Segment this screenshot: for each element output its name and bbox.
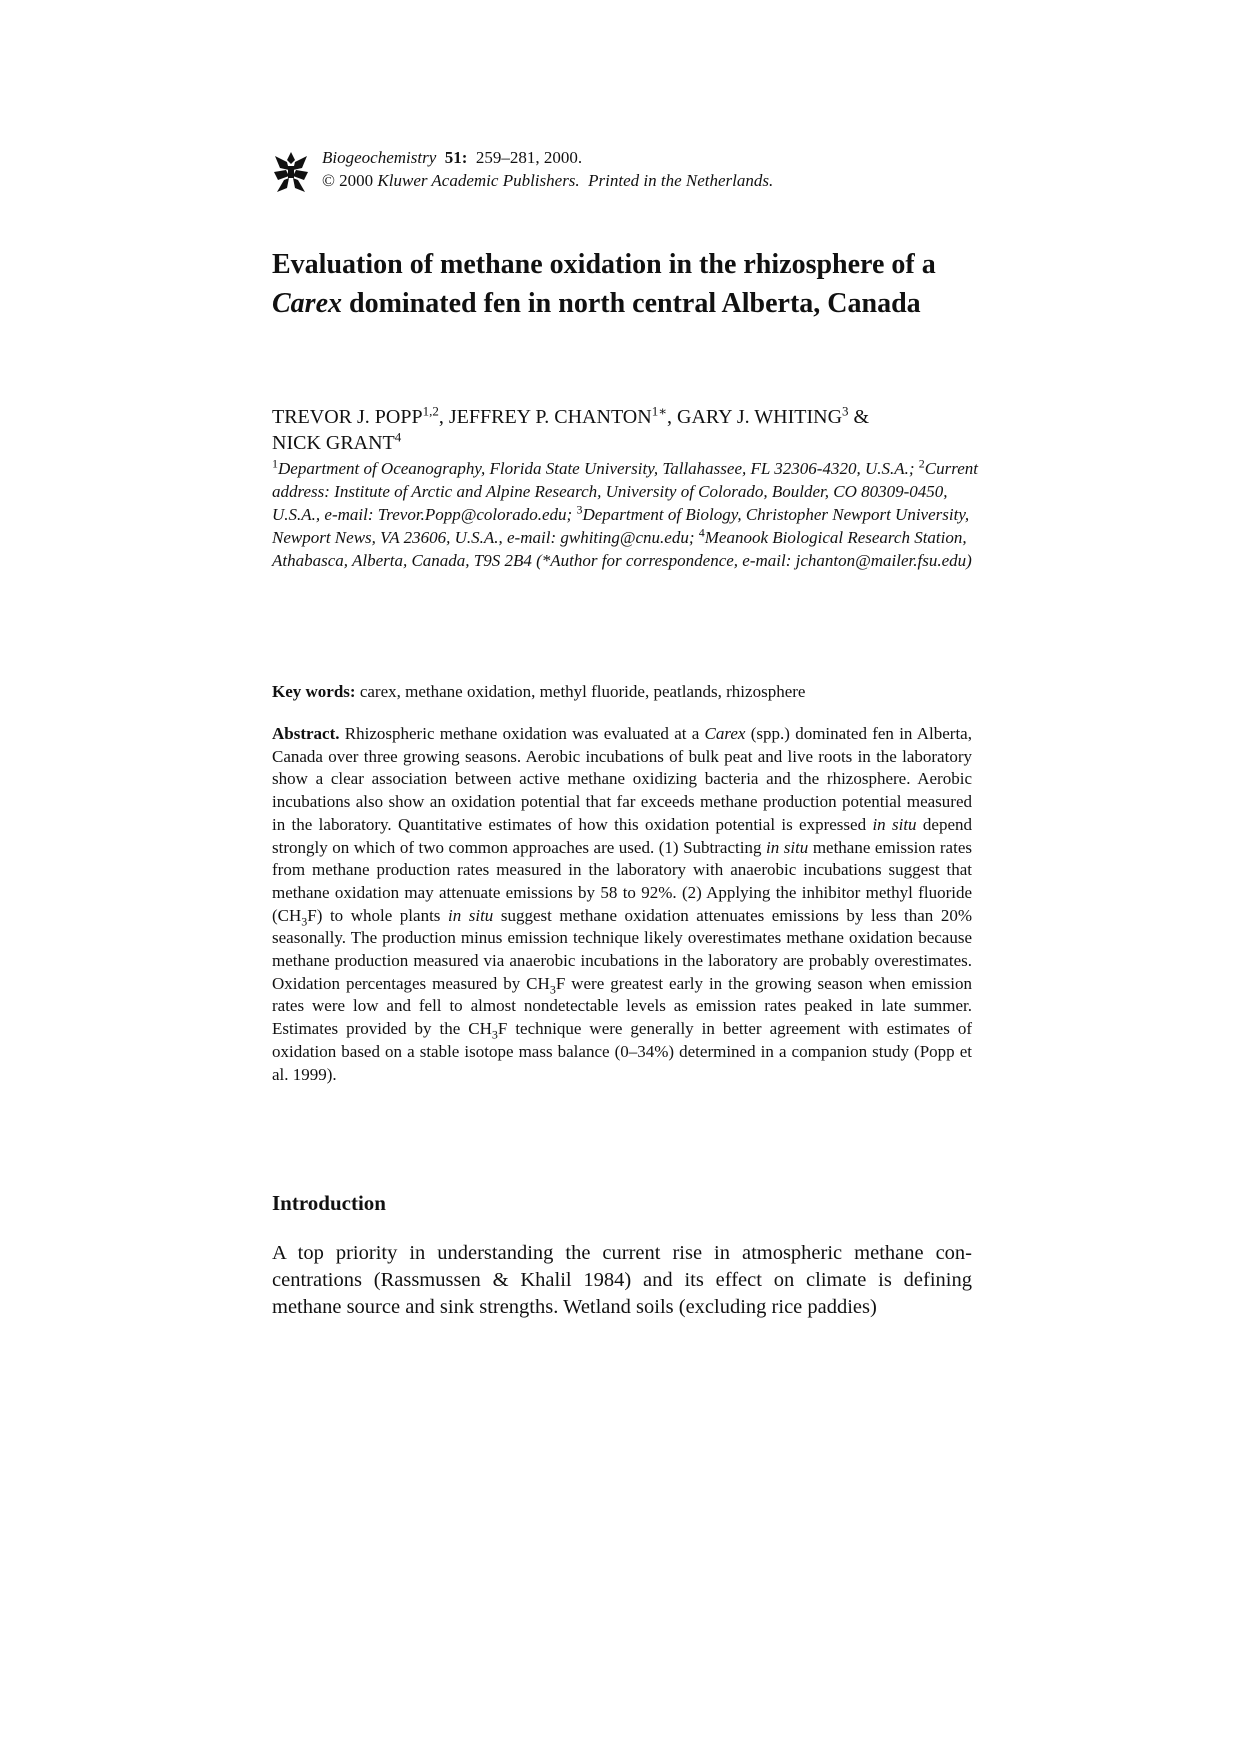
- journal-citation: [322, 146, 773, 169]
- journal-name: Biogeochemistry: [322, 148, 437, 167]
- introduction-paragraph: A top priority in understanding the current rise in atmospheric methane concentrations (Rassmussen & Khalil 1984) and its effect on climate is defining methane source and sink strengths. Wetland soils (excluding rice paddies): [272, 1242, 972, 1318]
- paper-title: Evaluation of methane oxidation in the rhizosphere of a Carex dominated fen in north central Alberta, Canada: [272, 249, 936, 319]
- author-affiliation-marker: 3: [842, 403, 849, 419]
- author-affiliation-marker: 1∗: [651, 403, 668, 419]
- journal-pages: 259–281, 2000.: [475, 148, 583, 167]
- journal-volume: 51:: [444, 148, 468, 167]
- author-list: TREVOR J. POPP$^{1,2}$, JEFFREY P. $CHANTON^{1∗}$, GARY J. WHITING$^3$ & NICK GRANT$^4$: [272, 403, 870, 454]
- keywords-label: Key words:: [272, 682, 356, 701]
- publisher-name: Kluwer Academic Publishers.: [377, 171, 580, 190]
- title-genus: Carex: [272, 288, 342, 319]
- author-name: GARY J. WHITING: [677, 406, 843, 428]
- author-affiliation-marker: 4: [394, 429, 402, 445]
- printed-note: Printed in the Netherlands.: [588, 171, 774, 190]
- section-heading-introduction: Introduction: [272, 1191, 386, 1215]
- affiliations: $^1$Department of Oceanography, Florida State University, Tallahassee, FL 32306-4320, U.S.A.; $^2$Current address: Institute of Arctic and Alpine Research, University of Colorado, Boulder, CO 80309-0450, U.S.A., e-mail: Trevor.Popp@colorado.edu; $^3$Department of Biology, Christopher Newport University, Newport News, VA 23606, U.S.A., e-mail: gwhiting@cnu.edu; $^4$Meanook Biological Research Station, Athabasca, Alberta, Canada, T9S 2B4 (*Author for correspondence, e-mail: jchanton@mailer.fsu.edu): [272, 456, 978, 570]
- affiliation-text: Current address: Institute of Arctic and Alpine Research, University of Colorado, Boulder, CO 80309-0450, U.S.A., e-mail: Trevor.Popp@colorado.edu;: [272, 459, 978, 524]
- citation-line: [322, 146, 773, 192]
- copyright-line: © 2000 Kluwer Academic Publishers. Printed in the Netherlands.: [322, 171, 774, 190]
- publisher-logo-icon: [272, 150, 310, 194]
- author-name: NICK GRANT: [272, 432, 395, 454]
- author-affiliation-marker: 1,2: [422, 403, 439, 419]
- affiliation-text: Meanook Biological Research Station, Athabasca, Alberta, Canada, T9S 2B4 (*Author for correspondence, e-mail: jchanton@mailer.fsu.edu): [272, 528, 972, 570]
- abstract: Abstract. Rhizospheric methane oxidation was evaluated at a Carex (spp.) dominated fen in Alberta, Canada over three growing seasons. Aerobic incubations of bulk peat and live roots in the laboratory show a clear association between active methane oxidizing bacteria and the rhizosphere. Aerobic incubations also show an oxidation potential that far exceeds methane production potential measured in the laboratory. Quantitative estimates of how this oxidation potential is expressed in situ depend strongly on which of two common approaches are used. (1) Subtracting in situ methane emission rates from methane production rates measured in the laboratory with anaerobic incubations suggest that methane oxidation may attenuate emissions by 58 to 92%. (2) Applying the inhibitor methyl fluoride $(CH_3F)$ to whole plants in situ suggest methane oxidation attenuates emissions by less than 20% seasonally. The production minus emission technique likely overestimates methane oxidation because methane production measured via anaerobic incubations in the laboratory are probably overestimates. Oxidation percentages measured by $CH_3F$ were greatest early in the growing season when emission rates were low and fell to almost nondetectable levels as emission rates peaked in late summer. Estimates provided by the $CH_3F$ technique were generally in better agreement with estimates of oxidation based on a stable isotope mass balance (0–34%) determined in a companion study (Popp et al. 1999).: [272, 724, 972, 1084]
- affiliation-text: Department of Oceanography, Florida State University, Tallahassee, FL 32306-4320, U.S.A.;: [278, 459, 919, 478]
- affiliation-text: Department of Biology, Christopher Newport University, Newport News, VA 23606, U.S.A., e-mail: gwhiting@cnu.edu;: [272, 505, 970, 547]
- abstract-label: Abstract.: [272, 724, 340, 743]
- keywords-text: carex, methane oxidation, methyl fluoride, peatlands, rhizosphere: [355, 682, 806, 701]
- keywords: [272, 680, 972, 703]
- author-name: JEFFREY P. CHANTON: [448, 406, 652, 428]
- author-name: TREVOR J. POPP: [272, 406, 423, 428]
